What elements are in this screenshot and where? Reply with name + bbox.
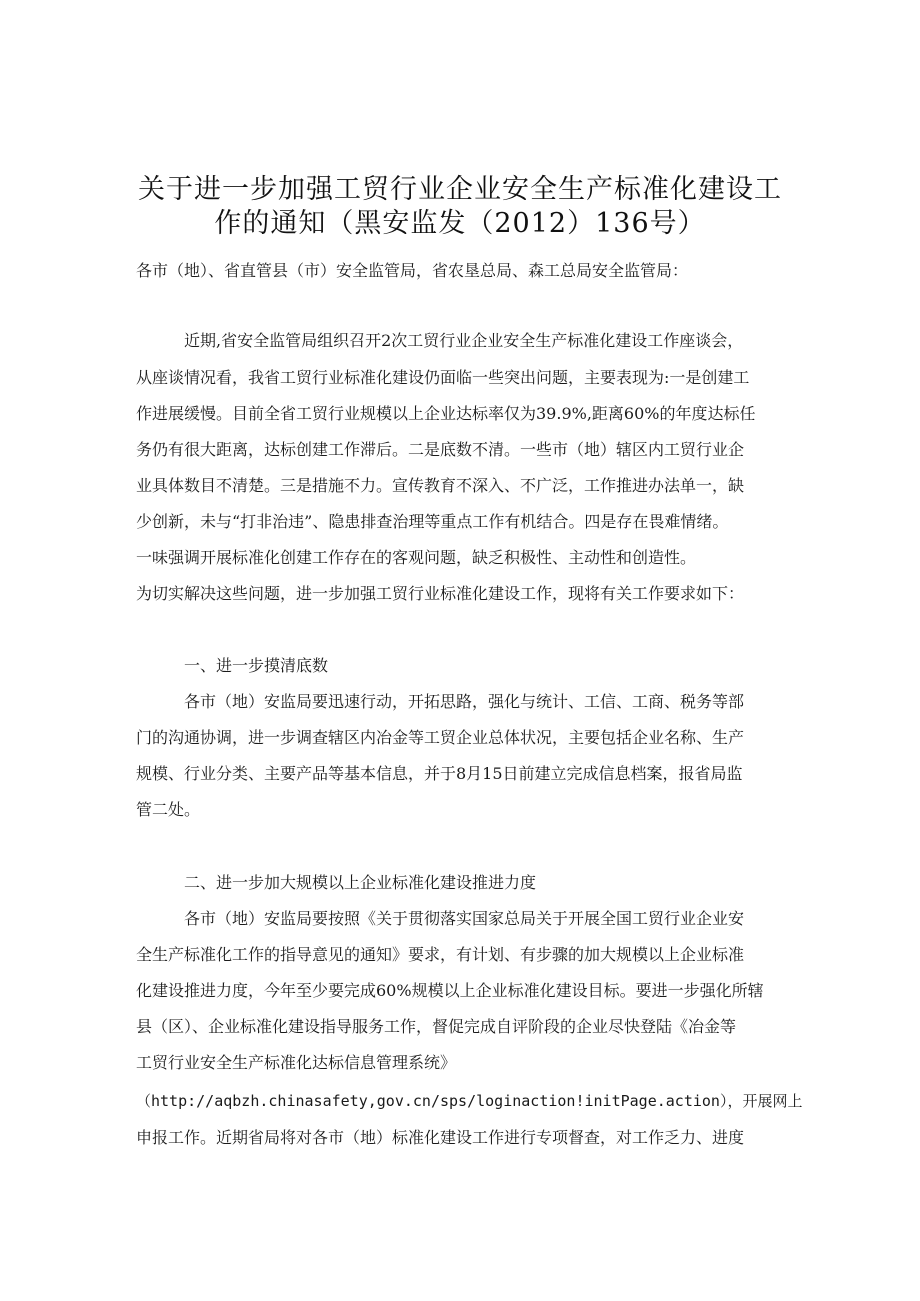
- document-title-line-1: 关于进一步加强工贸行业企业安全生产标准化建设工: [138, 174, 782, 205]
- section-2-line: 工贸行业安全生产标准化达标信息管理系统》: [136, 1053, 457, 1072]
- section-1-heading: 一、进一步摸清底数: [184, 656, 329, 675]
- intro-line: 少创新，未与“打非治违”、隐患排查治理等重点工作有机结合。四是存在畏难情绪。: [136, 512, 729, 531]
- section-2-line: 全生产标准化工作的指导意见的通知》要求，有计划、有步骤的加大规模以上企业标准: [136, 945, 745, 964]
- section-2-line: 县（区）、企业标准化建设指导服务工作，督促完成自评阶段的企业尽快登陆《冶金等: [136, 1017, 737, 1036]
- intro-line: 从座谈情况看，我省工贸行业标准化建设仍面临一些突出问题，主要表现为:一是创建工: [136, 368, 750, 387]
- intro-line: 务仍有很大距离，达标创建工作滞后。二是底数不清。一些市（地）辖区内工贸行业企: [136, 440, 745, 459]
- intro-line: 一味强调开展标准化创建工作存在的客观问题，缺乏积极性、主动性和创造性。: [136, 548, 697, 567]
- intro-line: 近期,省安全监管局组织召开2次工贸行业企业安全生产标准化建设工作座谈会，: [184, 331, 744, 350]
- intro-line: 业具体数目不清楚。三是措施不力。宣传教育不深入、不广泛，工作推进办法单一，缺: [136, 476, 745, 495]
- intro-line: 作进展缓慢。目前全省工贸行业规模以上企业达标率仅为39.9%,距离60%的年度达标任: [136, 404, 756, 423]
- section-1-line: 规模、行业分类、主要产品等基本信息，并于8月15日前建立完成信息档案，报省局监: [136, 764, 743, 783]
- section-2-line: 申报工作。近期省局将对各市（地）标准化建设工作进行专项督查，对工作乏力、进度: [136, 1128, 745, 1147]
- system-url-line: （http://aqbzh.chinasafety,gov.cn/sps/loginaction!initPage.action），开展网上: [136, 1092, 803, 1110]
- intro-line: 为切实解决这些问题，进一步加强工贸行业标准化建设工作，现将有关工作要求如下：: [136, 584, 745, 603]
- section-2-heading: 二、进一步加大规模以上企业标准化建设推进力度: [184, 873, 537, 892]
- section-1-line: 门的沟通协调，进一步调查辖区内冶金等工贸企业总体状况，主要包括企业名称、生产: [136, 728, 745, 747]
- document-title-line-2: 作的通知（黑安监发（2012）136号）: [214, 208, 706, 239]
- section-2-line: 化建设推进力度，今年至少要完成60%规模以上企业标准化建设目标。要进一步强化所辖: [136, 981, 764, 1000]
- section-2-line: 各市（地）安监局要按照《关于贯彻落实国家总局关于开展全国工贸行业企业安: [184, 909, 745, 928]
- addressee: 各市（地）、省直管县（市）安全监管局，省农垦总局、森工总局安全监管局：: [136, 261, 689, 280]
- section-1-line: 管二处。: [136, 800, 201, 819]
- section-1-line: 各市（地）安监局要迅速行动，开拓思路，强化与统计、工信、工商、税务等部: [184, 692, 745, 711]
